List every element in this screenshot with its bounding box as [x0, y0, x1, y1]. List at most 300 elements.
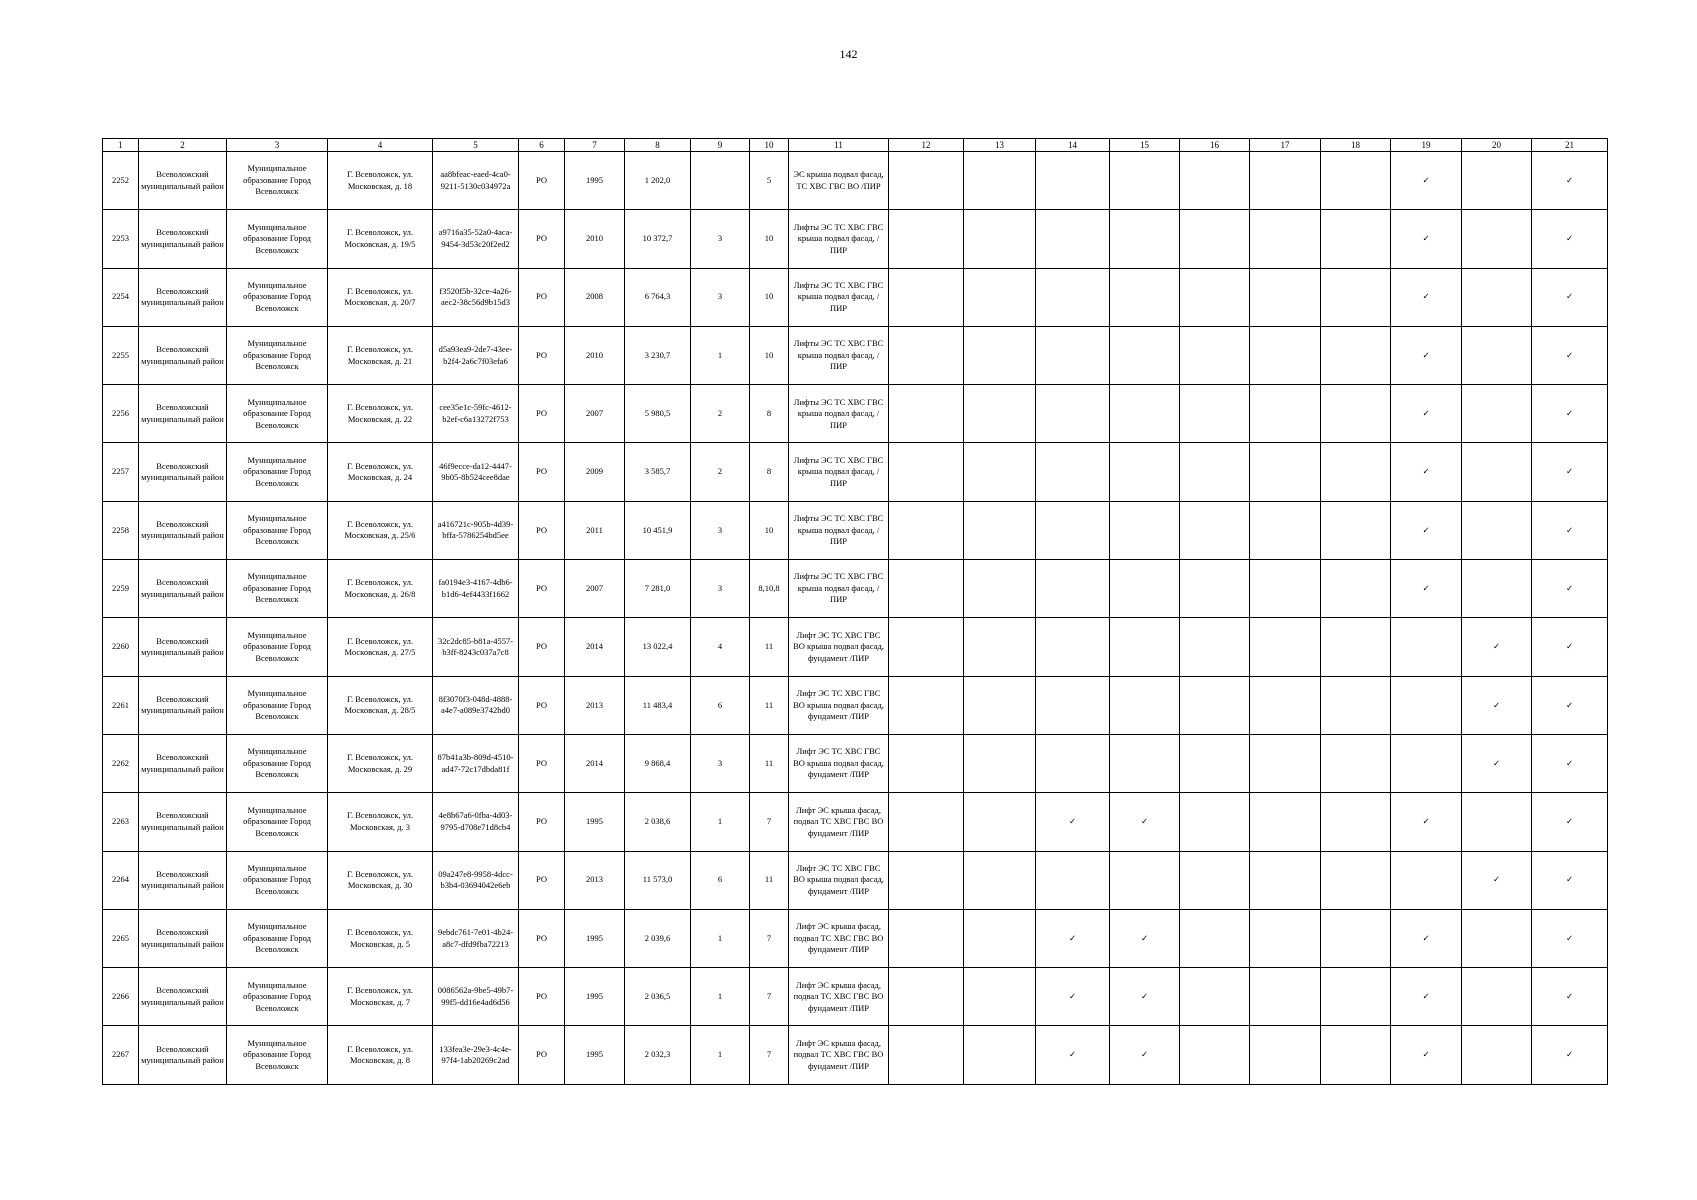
house-guid-cell: f3520f5b-32ce-4a26-aec2-38c56d9b15d3 [433, 268, 519, 326]
row-number: 2258 [103, 501, 139, 559]
column-18-cell [1321, 1026, 1391, 1084]
check-mark-icon: ✓ [1110, 793, 1180, 851]
table-row [103, 909, 1608, 967]
check-mark-icon: ✓ [1462, 734, 1532, 792]
check-mark-icon: ✓ [1036, 909, 1110, 967]
column-number-6: 6 [519, 139, 565, 152]
works-list-cell: Лифты ЭС ТС ХВС ГВС крыша подвал фасад, /ПИР [789, 501, 889, 559]
column-number-2: 2 [139, 139, 227, 152]
column-17-cell [1250, 909, 1321, 967]
table-row [103, 793, 1608, 851]
check-mark-icon: ✓ [1532, 676, 1608, 734]
district-cell: Всеволожский муниципальный район [139, 676, 227, 734]
check-mark-icon: ✓ [1110, 1026, 1180, 1084]
house-guid-cell: 8f3070f3-048d-4888-a4e7-a089e3742bd0 [433, 676, 519, 734]
area-cell: 11 483,4 [625, 676, 691, 734]
fund-cell: РО [519, 560, 565, 618]
column-18-cell [1321, 676, 1391, 734]
house-guid-cell: a9716a35-52a0-4aca-9454-3d53c20f2ed2 [433, 210, 519, 268]
house-guid-cell: 87b41a3b-809d-4510-ad47-72c17dbda81f [433, 734, 519, 792]
address-cell: Г. Всеволожск, ул. Московская, д. 22 [328, 385, 433, 443]
house-guid-cell: fa0194e3-4167-4db6-b1d6-4ef4433f1662 [433, 560, 519, 618]
check-mark-icon: ✓ [1391, 210, 1462, 268]
column-10-cell: 8,10,8 [750, 560, 789, 618]
column-16-cell [1180, 793, 1250, 851]
works-list-cell: Лифты ЭС ТС ХВС ГВС крыша подвал фасад, /ПИР [789, 560, 889, 618]
column-9-cell: 1 [691, 968, 750, 1026]
column-13-cell [964, 676, 1036, 734]
column-10-cell: 11 [750, 734, 789, 792]
column-12-cell [889, 326, 964, 384]
year-cell: 1995 [565, 968, 625, 1026]
column-14-cell [1036, 152, 1110, 210]
row-number: 2259 [103, 560, 139, 618]
house-guid-cell: 0086562a-9be5-49b7-99f5-dd16e4ad6d56 [433, 968, 519, 1026]
column-15-cell [1110, 676, 1180, 734]
area-cell: 11 573,0 [625, 851, 691, 909]
column-19-cell [1391, 851, 1462, 909]
area-cell: 2 036,5 [625, 968, 691, 1026]
address-cell: Г. Всеволожск, ул. Московская, д. 18 [328, 152, 433, 210]
table-row [103, 501, 1608, 559]
column-10-cell: 7 [750, 793, 789, 851]
row-number: 2256 [103, 385, 139, 443]
municipality-cell: Муниципальное образование Город Всеволожск [227, 210, 328, 268]
check-mark-icon: ✓ [1110, 909, 1180, 967]
municipality-cell: Муниципальное образование Город Всеволожск [227, 326, 328, 384]
column-10-cell: 11 [750, 618, 789, 676]
check-mark-icon: ✓ [1391, 443, 1462, 501]
column-9-cell: 6 [691, 676, 750, 734]
column-16-cell [1180, 501, 1250, 559]
row-number: 2263 [103, 793, 139, 851]
column-13-cell [964, 618, 1036, 676]
address-cell: Г. Всеволожск, ул. Московская, д. 29 [328, 734, 433, 792]
column-15-cell [1110, 851, 1180, 909]
fund-cell: РО [519, 152, 565, 210]
works-list-cell: Лифт ЭС крыша фасад, подвал ТС ХВС ГВС ВО фундамент /ПИР [789, 793, 889, 851]
column-18-cell [1321, 210, 1391, 268]
address-cell: Г. Всеволожск, ул. Московская, д. 3 [328, 793, 433, 851]
column-18-cell [1321, 443, 1391, 501]
column-14-cell [1036, 443, 1110, 501]
column-12-cell [889, 560, 964, 618]
fund-cell: РО [519, 326, 565, 384]
municipality-cell: Муниципальное образование Город Всеволожск [227, 1026, 328, 1084]
column-17-cell [1250, 268, 1321, 326]
column-19-cell [1391, 676, 1462, 734]
column-13-cell [964, 152, 1036, 210]
fund-cell: РО [519, 851, 565, 909]
district-cell: Всеволожский муниципальный район [139, 326, 227, 384]
table-row [103, 560, 1608, 618]
works-list-cell: Лифты ЭС ТС ХВС ГВС крыша подвал фасад, /ПИР [789, 443, 889, 501]
column-20-cell [1462, 326, 1532, 384]
column-10-cell: 8 [750, 385, 789, 443]
check-mark-icon: ✓ [1532, 501, 1608, 559]
house-guid-cell: a416721c-905b-4d39-bffa-5786254bd5ee [433, 501, 519, 559]
column-18-cell [1321, 268, 1391, 326]
column-16-cell [1180, 968, 1250, 1026]
works-list-cell: Лифты ЭС ТС ХВС ГВС крыша подвал фасад, /ПИР [789, 385, 889, 443]
column-10-cell: 11 [750, 851, 789, 909]
works-list-cell: Лифт ЭС ТС ХВС ГВС ВО крыша подвал фасад, фундамент /ПИР [789, 618, 889, 676]
table-row [103, 1026, 1608, 1084]
municipality-cell: Муниципальное образование Город Всеволожск [227, 501, 328, 559]
column-20-cell [1462, 968, 1532, 1026]
table-row [103, 851, 1608, 909]
fund-cell: РО [519, 793, 565, 851]
fund-cell: РО [519, 618, 565, 676]
column-number-18: 18 [1321, 139, 1391, 152]
page-number: 142 [839, 47, 858, 61]
district-cell: Всеволожский муниципальный район [139, 501, 227, 559]
check-mark-icon: ✓ [1532, 793, 1608, 851]
housing-register-table [102, 138, 1608, 1085]
fund-cell: РО [519, 210, 565, 268]
column-14-cell [1036, 385, 1110, 443]
municipality-cell: Муниципальное образование Город Всеволожск [227, 152, 328, 210]
column-9-cell: 3 [691, 560, 750, 618]
column-16-cell [1180, 676, 1250, 734]
works-list-cell: Лифт ЭС крыша фасад, подвал ТС ХВС ГВС ВО фундамент /ПИР [789, 1026, 889, 1084]
district-cell: Всеволожский муниципальный район [139, 385, 227, 443]
fund-cell: РО [519, 909, 565, 967]
area-cell: 2 039,6 [625, 909, 691, 967]
check-mark-icon: ✓ [1532, 385, 1608, 443]
works-list-cell: Лифты ЭС ТС ХВС ГВС крыша подвал фасад, /ПИР [789, 326, 889, 384]
address-cell: Г. Всеволожск, ул. Московская, д. 26/8 [328, 560, 433, 618]
column-15-cell [1110, 618, 1180, 676]
column-17-cell [1250, 676, 1321, 734]
area-cell: 2 032,3 [625, 1026, 691, 1084]
column-12-cell [889, 968, 964, 1026]
area-cell: 10 451,9 [625, 501, 691, 559]
column-18-cell [1321, 734, 1391, 792]
column-14-cell [1036, 326, 1110, 384]
area-cell: 9 868,4 [625, 734, 691, 792]
column-13-cell [964, 326, 1036, 384]
column-9-cell [691, 152, 750, 210]
area-cell: 3 585,7 [625, 443, 691, 501]
check-mark-icon: ✓ [1532, 851, 1608, 909]
municipality-cell: Муниципальное образование Город Всеволожск [227, 734, 328, 792]
column-20-cell [1462, 909, 1532, 967]
municipality-cell: Муниципальное образование Город Всеволожск [227, 909, 328, 967]
column-12-cell [889, 851, 964, 909]
column-number-1: 1 [103, 139, 139, 152]
column-9-cell: 1 [691, 326, 750, 384]
municipality-cell: Муниципальное образование Город Всеволожск [227, 385, 328, 443]
column-9-cell: 4 [691, 618, 750, 676]
house-guid-cell: aa8bfeac-eaed-4ca0-9211-5130c034972a [433, 152, 519, 210]
address-cell: Г. Всеволожск, ул. Московская, д. 24 [328, 443, 433, 501]
table-row [103, 210, 1608, 268]
column-13-cell [964, 210, 1036, 268]
column-20-cell [1462, 152, 1532, 210]
address-cell: Г. Всеволожск, ул. Московская, д. 20/7 [328, 268, 433, 326]
column-17-cell [1250, 1026, 1321, 1084]
year-cell: 1995 [565, 1026, 625, 1084]
column-14-cell [1036, 676, 1110, 734]
year-cell: 2014 [565, 734, 625, 792]
column-15-cell [1110, 268, 1180, 326]
municipality-cell: Муниципальное образование Город Всеволожск [227, 793, 328, 851]
column-10-cell: 10 [750, 326, 789, 384]
column-12-cell [889, 1026, 964, 1084]
address-cell: Г. Всеволожск, ул. Московская, д. 30 [328, 851, 433, 909]
column-10-cell: 7 [750, 968, 789, 1026]
district-cell: Всеволожский муниципальный район [139, 443, 227, 501]
house-guid-cell: 09a247e8-9958-4dcc-b3b4-03694042e6eb [433, 851, 519, 909]
district-cell: Всеволожский муниципальный район [139, 210, 227, 268]
check-mark-icon: ✓ [1036, 968, 1110, 1026]
area-cell: 1 202,0 [625, 152, 691, 210]
check-mark-icon: ✓ [1532, 1026, 1608, 1084]
column-16-cell [1180, 909, 1250, 967]
column-number-12: 12 [889, 139, 964, 152]
column-9-cell: 1 [691, 1026, 750, 1084]
district-cell: Всеволожский муниципальный район [139, 734, 227, 792]
district-cell: Всеволожский муниципальный район [139, 909, 227, 967]
check-mark-icon: ✓ [1391, 909, 1462, 967]
column-16-cell [1180, 385, 1250, 443]
column-9-cell: 3 [691, 501, 750, 559]
column-18-cell [1321, 501, 1391, 559]
column-12-cell [889, 734, 964, 792]
column-13-cell [964, 968, 1036, 1026]
column-13-cell [964, 560, 1036, 618]
column-20-cell [1462, 443, 1532, 501]
column-13-cell [964, 501, 1036, 559]
address-cell: Г. Всеволожск, ул. Московская, д. 21 [328, 326, 433, 384]
check-mark-icon: ✓ [1532, 968, 1608, 1026]
district-cell: Всеволожский муниципальный район [139, 968, 227, 1026]
check-mark-icon: ✓ [1532, 268, 1608, 326]
column-18-cell [1321, 851, 1391, 909]
column-17-cell [1250, 734, 1321, 792]
column-17-cell [1250, 618, 1321, 676]
house-guid-cell: 133fea3e-29e3-4c4e-97f4-1ab20269c2ad [433, 1026, 519, 1084]
column-17-cell [1250, 501, 1321, 559]
check-mark-icon: ✓ [1532, 734, 1608, 792]
column-12-cell [889, 909, 964, 967]
row-number: 2265 [103, 909, 139, 967]
column-16-cell [1180, 268, 1250, 326]
column-15-cell [1110, 210, 1180, 268]
column-18-cell [1321, 385, 1391, 443]
check-mark-icon: ✓ [1036, 1026, 1110, 1084]
row-number: 2254 [103, 268, 139, 326]
column-12-cell [889, 676, 964, 734]
check-mark-icon: ✓ [1391, 560, 1462, 618]
column-number-10: 10 [750, 139, 789, 152]
fund-cell: РО [519, 443, 565, 501]
column-18-cell [1321, 618, 1391, 676]
municipality-cell: Муниципальное образование Город Всеволожск [227, 851, 328, 909]
district-cell: Всеволожский муниципальный район [139, 793, 227, 851]
column-16-cell [1180, 1026, 1250, 1084]
table-body [103, 152, 1608, 1085]
column-15-cell [1110, 152, 1180, 210]
address-cell: Г. Всеволожск, ул. Московская, д. 27/5 [328, 618, 433, 676]
row-number: 2266 [103, 968, 139, 1026]
row-number: 2260 [103, 618, 139, 676]
check-mark-icon: ✓ [1110, 968, 1180, 1026]
table-row [103, 326, 1608, 384]
fund-cell: РО [519, 734, 565, 792]
address-cell: Г. Всеволожск, ул. Московская, д. 25/6 [328, 501, 433, 559]
column-18-cell [1321, 793, 1391, 851]
column-14-cell [1036, 210, 1110, 268]
column-15-cell [1110, 385, 1180, 443]
column-16-cell [1180, 560, 1250, 618]
check-mark-icon: ✓ [1532, 909, 1608, 967]
column-19-cell [1391, 618, 1462, 676]
column-20-cell [1462, 501, 1532, 559]
year-cell: 2008 [565, 268, 625, 326]
column-14-cell [1036, 734, 1110, 792]
year-cell: 2010 [565, 326, 625, 384]
address-cell: Г. Всеволожск, ул. Московская, д. 7 [328, 968, 433, 1026]
address-cell: Г. Всеволожск, ул. Московская, д. 19/5 [328, 210, 433, 268]
column-20-cell [1462, 560, 1532, 618]
column-9-cell: 1 [691, 793, 750, 851]
area-cell: 7 281,0 [625, 560, 691, 618]
table-row [103, 152, 1608, 210]
column-20-cell [1462, 793, 1532, 851]
works-list-cell: Лифт ЭС крыша фасад, подвал ТС ХВС ГВС ВО фундамент /ПИР [789, 909, 889, 967]
column-12-cell [889, 501, 964, 559]
column-15-cell [1110, 560, 1180, 618]
check-mark-icon: ✓ [1532, 210, 1608, 268]
house-guid-cell: 32c2dc85-b81a-4557-b3ff-8243c037a7c8 [433, 618, 519, 676]
address-cell: Г. Всеволожск, ул. Московская, д. 8 [328, 1026, 433, 1084]
column-18-cell [1321, 560, 1391, 618]
fund-cell: РО [519, 1026, 565, 1084]
column-12-cell [889, 618, 964, 676]
column-17-cell [1250, 443, 1321, 501]
column-17-cell [1250, 793, 1321, 851]
check-mark-icon: ✓ [1462, 676, 1532, 734]
works-list-cell: ЭС крыша подвал фасад, ТС ХВС ГВС ВО /ПИР [789, 152, 889, 210]
municipality-cell: Муниципальное образование Город Всеволожск [227, 968, 328, 1026]
check-mark-icon: ✓ [1391, 501, 1462, 559]
column-12-cell [889, 268, 964, 326]
column-16-cell [1180, 152, 1250, 210]
table-row [103, 618, 1608, 676]
column-20-cell [1462, 210, 1532, 268]
year-cell: 2013 [565, 676, 625, 734]
column-number-9: 9 [691, 139, 750, 152]
column-10-cell: 10 [750, 210, 789, 268]
column-9-cell: 3 [691, 734, 750, 792]
area-cell: 2 038,6 [625, 793, 691, 851]
column-17-cell [1250, 152, 1321, 210]
district-cell: Всеволожский муниципальный район [139, 1026, 227, 1084]
column-number-8: 8 [625, 139, 691, 152]
check-mark-icon: ✓ [1036, 793, 1110, 851]
check-mark-icon: ✓ [1532, 443, 1608, 501]
column-14-cell [1036, 618, 1110, 676]
column-14-cell [1036, 268, 1110, 326]
column-18-cell [1321, 909, 1391, 967]
row-number: 2267 [103, 1026, 139, 1084]
house-guid-cell: 9ebdc761-7e01-4b24-a8c7-dfd9fba72213 [433, 909, 519, 967]
column-9-cell: 3 [691, 210, 750, 268]
fund-cell: РО [519, 268, 565, 326]
table-row [103, 268, 1608, 326]
row-number: 2255 [103, 326, 139, 384]
column-17-cell [1250, 385, 1321, 443]
house-guid-cell: d5a93ea9-2de7-43ee-b2f4-2a6c7f03efa6 [433, 326, 519, 384]
column-15-cell [1110, 734, 1180, 792]
column-13-cell [964, 909, 1036, 967]
column-number-3: 3 [227, 139, 328, 152]
column-number-15: 15 [1110, 139, 1180, 152]
column-13-cell [964, 734, 1036, 792]
column-20-cell [1462, 385, 1532, 443]
column-number-19: 19 [1391, 139, 1462, 152]
district-cell: Всеволожский муниципальный район [139, 560, 227, 618]
column-13-cell [964, 793, 1036, 851]
house-guid-cell: cee35e1c-59fc-4612-b2ef-c6a13272f753 [433, 385, 519, 443]
column-20-cell [1462, 268, 1532, 326]
row-number: 2261 [103, 676, 139, 734]
row-number: 2264 [103, 851, 139, 909]
column-16-cell [1180, 326, 1250, 384]
table-row [103, 734, 1608, 792]
column-number-5: 5 [433, 139, 519, 152]
column-number-20: 20 [1462, 139, 1532, 152]
column-18-cell [1321, 326, 1391, 384]
year-cell: 2007 [565, 560, 625, 618]
fund-cell: РО [519, 676, 565, 734]
column-number-21: 21 [1532, 139, 1608, 152]
row-number: 2257 [103, 443, 139, 501]
works-list-cell: Лифт ЭС крыша фасад, подвал ТС ХВС ГВС ВО фундамент /ПИР [789, 968, 889, 1026]
district-cell: Всеволожский муниципальный район [139, 618, 227, 676]
district-cell: Всеволожский муниципальный район [139, 268, 227, 326]
column-9-cell: 1 [691, 909, 750, 967]
column-15-cell [1110, 501, 1180, 559]
column-13-cell [964, 1026, 1036, 1084]
column-17-cell [1250, 210, 1321, 268]
column-17-cell [1250, 560, 1321, 618]
column-10-cell: 7 [750, 1026, 789, 1084]
column-10-cell: 5 [750, 152, 789, 210]
column-16-cell [1180, 618, 1250, 676]
check-mark-icon: ✓ [1532, 326, 1608, 384]
district-cell: Всеволожский муниципальный район [139, 152, 227, 210]
municipality-cell: Муниципальное образование Город Всеволожск [227, 618, 328, 676]
column-10-cell: 10 [750, 501, 789, 559]
row-number: 2252 [103, 152, 139, 210]
year-cell: 1995 [565, 152, 625, 210]
municipality-cell: Муниципальное образование Город Всеволожск [227, 560, 328, 618]
check-mark-icon: ✓ [1391, 268, 1462, 326]
column-number-17: 17 [1250, 139, 1321, 152]
column-16-cell [1180, 210, 1250, 268]
address-cell: Г. Всеволожск, ул. Московская, д. 5 [328, 909, 433, 967]
works-list-cell: Лифт ЭС ТС ХВС ГВС ВО крыша подвал фасад, фундамент /ПИР [789, 851, 889, 909]
table-row [103, 968, 1608, 1026]
municipality-cell: Муниципальное образование Город Всеволожск [227, 268, 328, 326]
column-13-cell [964, 268, 1036, 326]
check-mark-icon: ✓ [1462, 618, 1532, 676]
area-cell: 13 022,4 [625, 618, 691, 676]
column-number-11: 11 [789, 139, 889, 152]
